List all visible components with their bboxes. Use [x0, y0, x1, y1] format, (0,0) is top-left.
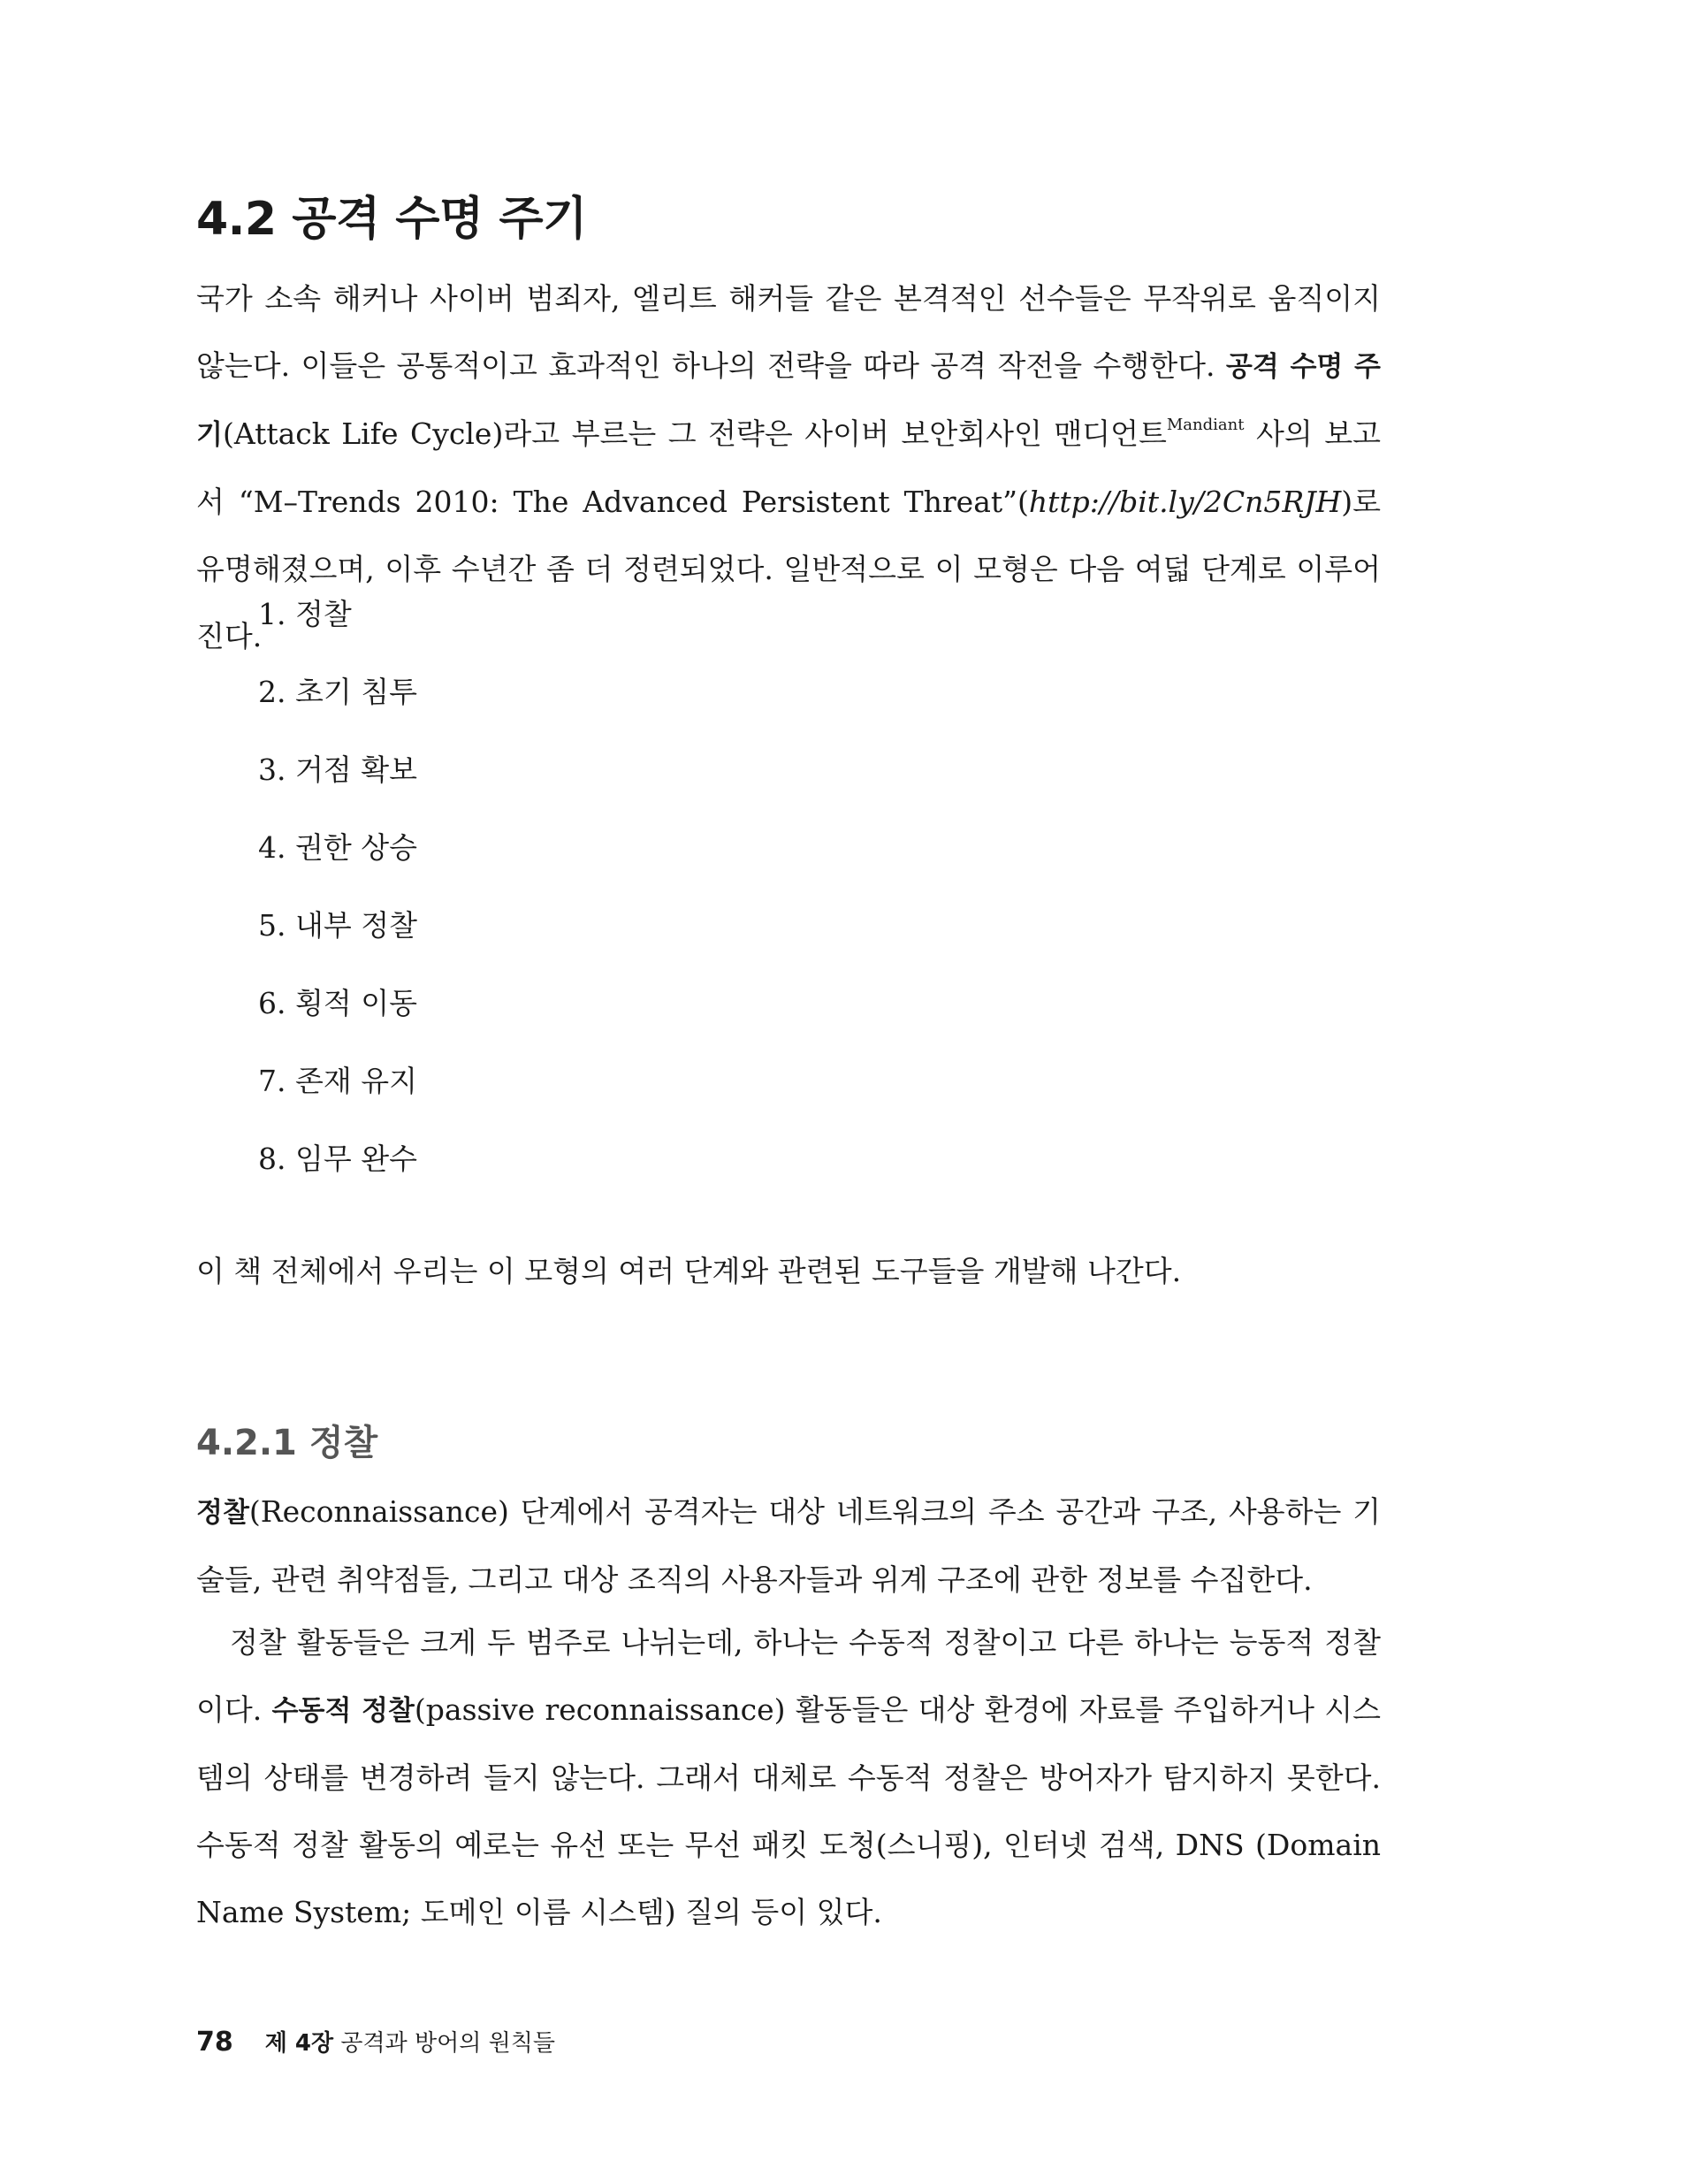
report-link[interactable]: http://bit.ly/2Cn5RJH: [1028, 485, 1342, 519]
page-number: 78: [196, 2027, 233, 2058]
subsection-title: 4.2.1 정찰: [196, 1423, 378, 1463]
recon-text-1: (Reconnaissance) 단계에서 공격자는 대상 네트워크의 주소 공간과 구조, 사용하는 기술들, 관련 취약점들, 그리고 대상 조직의 사용자들과 위계 구조에 관한 정보를 수집한다.: [196, 1494, 1381, 1597]
chapter-label: 제 4장: [264, 2030, 334, 2057]
list-item: 5. 내부 정찰: [258, 908, 417, 943]
chapter-title: 공격과 방어의 원칙들: [333, 2030, 555, 2057]
term-reconnaissance: 정찰: [196, 1497, 249, 1529]
list-item: 1. 정찰: [258, 597, 352, 631]
recon-text-2a: 정찰 활동들은 크게 두 범주로 나뉘는데, 하나는 수동적 정찰이고 다른 하나는 능동적 정찰이다.: [196, 1625, 1381, 1727]
recon-paragraph-2: [196, 1609, 1381, 1946]
list-item: 4. 권한 상승: [258, 830, 417, 865]
recon-paragraph-1: [196, 1478, 1381, 1614]
attack-life-cycle-steps: [258, 584, 417, 1206]
intro-text-3: 사의 보고서 “M–Trends 2010: The Advanced Persistent Threat”(: [196, 416, 1381, 519]
intro-text-2: (Attack Life Cycle)라고 부르는 그 전략은 사이버 보안회사인 맨디언트: [222, 416, 1167, 451]
footnote-mandiant: Mandiant: [1166, 416, 1245, 434]
list-item: 7. 존재 유지: [258, 1064, 417, 1098]
list-item: 6. 횡적 이동: [258, 986, 417, 1020]
list-item: 8. 임무 완수: [258, 1142, 417, 1176]
term-passive-recon: 수동적 정찰: [271, 1695, 415, 1727]
list-item: 3. 거점 확보: [258, 752, 417, 787]
intro-text-4: )로 유명해졌으며, 이후 수년간 좀 더 정련되었다. 일반적으로 이 모형은 다음 여덟 단계로 이루어진다.: [196, 485, 1381, 653]
list-item: 2. 초기 침투: [258, 675, 417, 709]
intro-text-1: 국가 소속 해커나 사이버 범죄자, 엘리트 해커들 같은 본격적인 선수들은 무작위로 움직이지 않는다. 이들은 공통적이고 효과적인 하나의 전략을 따라 공격 작전을 수행한다.: [196, 281, 1381, 383]
recon-text-2b: (passive reconnaissance) 활동들은 대상 환경에 자료를 주입하거나 시스템의 상태를 변경하려 들지 않는다. 그래서 대체로 수동적 정찰은 방어자가 탐지하지 못한다. 수동적 정찰 활동의 예로는 유선 또는 무선 패킷 도청(스니핑), 인터넷 검색, DNS (Domain Name System; 도메인 이름 시스템) 질의 등이 있다.: [196, 1692, 1381, 1929]
term-attack-life-cycle: 공격 수명 주기: [196, 351, 1381, 451]
page-footer: [196, 2025, 555, 2058]
section-title: 4.2 공격 수명 주기: [196, 193, 587, 246]
closing-paragraph: 이 책 전체에서 우리는 이 모형의 여러 단계와 관련된 도구들을 개발해 나간다.: [196, 1254, 1182, 1288]
